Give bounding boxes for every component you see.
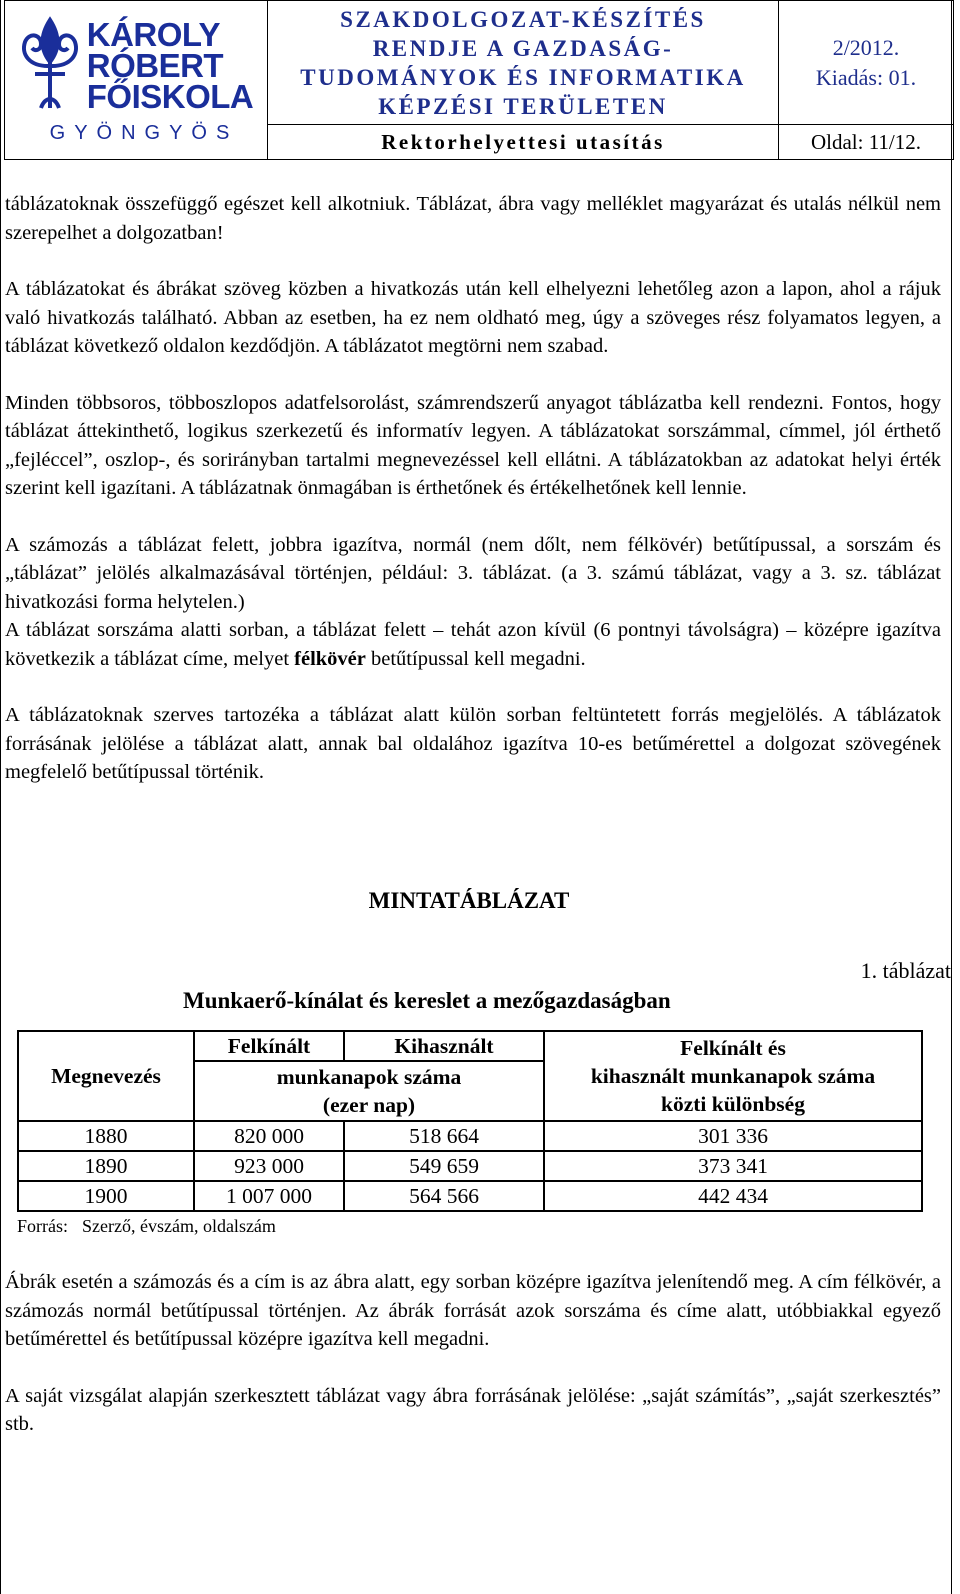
cell-difference: 373 341 <box>544 1151 922 1181</box>
cell-year: 1890 <box>18 1151 194 1181</box>
paragraph: A számozás a táblázat felett, jobbra igazítva, normál (nem dőlt, nem félkövér) betűtípussal, a sorszám és „táblázat” jelölés alkalmazásával történjen, például: 3. táblázat. (a 3. számú táblázat, vagy a 3. sz. táblázat hivatkozási forma helytelen.) <box>5 533 941 613</box>
table-number: 1. táblázat <box>860 958 951 983</box>
paragraph-text: betűtípussal kell megadni. <box>365 647 586 670</box>
source-label: Forrás: <box>17 1216 68 1236</box>
header-issue <box>779 1 954 125</box>
table-row <box>18 1121 922 1151</box>
table-row <box>18 1181 922 1211</box>
sample-table-heading: MINTATÁBLÁZAT <box>368 888 570 913</box>
header-title-line: SZAKDOLGOZAT-KÉSZÍTÉS <box>340 6 706 32</box>
cell-used: 564 566 <box>344 1181 544 1211</box>
paragraph: A táblázatoknak szerves tartozéka a táblázat alatt külön sorban feltüntetett forrás megjelölés. A táblázatok forrásának jelölése a táblázat alatt, annak bal oldalához igazítva 10-es betűmérettel a dolgozat szövegének megfelelő betűtípussal történik. <box>5 704 941 783</box>
table-source <box>17 1216 276 1237</box>
header-offered: Felkínált <box>194 1031 344 1061</box>
fleur-de-lis-icon <box>19 16 81 116</box>
paragraph: táblázatoknak összefüggő egészet kell alkotniuk. Táblázat, ábra vagy melléklet magyarázat és utalás nélkül nem szerepelhet a dolgozatban! <box>5 193 941 244</box>
document-body-lower <box>5 1268 941 1467</box>
header-title-line: KÉPZÉSI TERÜLETEN <box>378 93 668 119</box>
header-title-line: RENDJE A GAZDASÁG- <box>372 35 674 61</box>
paragraph <box>5 616 941 673</box>
document-number: 2/2012. <box>832 34 900 60</box>
document-body <box>5 190 941 815</box>
header-title-line: TUDOMÁNYOK ÉS INFORMATIKA <box>300 64 746 90</box>
bold-text: félkövér <box>294 647 366 670</box>
sample-data-table <box>17 1030 923 1212</box>
header-name: Megnevezés <box>18 1031 194 1121</box>
header-difference-line: kihasznált munkanapok száma <box>590 1064 876 1088</box>
paragraph: Ábrák esetén a számozás és a cím is az ábra alatt, egy sorban középre igazítva jelenítendő meg. A cím félkövér, a számozás normál betűtípussal történjen. Az ábrák forrását azok sorszáma és címe alatt, utóbbiakkal egyező betűmérettel és betűtípussal középre igazítva kell megadni. <box>5 1271 941 1350</box>
cell-difference: 442 434 <box>544 1181 922 1211</box>
paragraph: A saját vizsgálat alapján szerkesztett táblázat vagy ábra forrásának jelölése: „saját számítás”, „saját szerkesztés” stb. <box>5 1384 941 1435</box>
cell-year: 1880 <box>18 1121 194 1151</box>
logo-line-1: KÁROLY <box>86 16 221 53</box>
college-logo <box>5 1 267 159</box>
logo-wordmark <box>86 16 254 115</box>
cell-offered: 1 007 000 <box>194 1181 344 1211</box>
paragraph: Minden többsoros, többoszlopos adatfelsorolást, számrendszerű anyagot táblázatba kell rendezni. Fontos, hogy táblázat áttekinthető, logikus szerkezetű és informatív legyen. A táblázatokat sorszámmal, címmel, jól érthető „fejléccel”, oszlop-, és sorirányban tartalmi megnevezéssel kell ellátni. A táblázatokban az adatokat helyi érték szerint kell igazítani. A táblázatnak önmagában is érthetőnek és értékelhetőnek kell lennie. <box>5 391 941 499</box>
paragraph: A táblázatokat és ábrákat szöveg közben a hivatkozás után kell elhelyezni lehetőleg azon a lapon, ahol a rájuk való hivatkozás található. Abban az esetben, ha ez nem oldható meg, úgy a szöveges rész folyamatos legyen, a táblázat következő oldalon kezdődjön. A táblázatot megtörni nem szabad. <box>5 278 941 357</box>
cell-offered: 820 000 <box>194 1121 344 1151</box>
header-difference <box>544 1031 922 1121</box>
cell-used: 549 659 <box>344 1151 544 1181</box>
header-subtitle: Rektorhelyettesi utasítás <box>268 125 779 160</box>
document-header <box>4 0 954 160</box>
logo-line-2: RÓBERT <box>86 47 224 84</box>
table-title: Munkaerő-kínálat és kereslet a mezőgazdaságban <box>183 988 671 1013</box>
logo-line-3: FŐISKOLA <box>86 78 254 115</box>
logo-city: GYÖNGYÖS <box>49 121 239 144</box>
header-workdays-line: munkanapok száma <box>276 1065 462 1089</box>
cell-used: 518 664 <box>344 1121 544 1151</box>
paragraph-text: A táblázat sorszáma alatti sorban, a táblázat felett – tehát azon kívül (6 pontnyi távolságra) – középre igazítva következik a táblázat címe, melyet <box>5 619 941 670</box>
cell-difference: 301 336 <box>544 1121 922 1151</box>
header-unit: (ezer nap) <box>322 1093 416 1117</box>
cell-year: 1900 <box>18 1181 194 1211</box>
header-used: Kihasznált <box>344 1031 544 1061</box>
header-difference-line: közti különbség <box>661 1092 805 1116</box>
page-number: Oldal: 11/12. <box>779 125 954 160</box>
source-value: Szerző, évszám, oldalszám <box>82 1216 276 1236</box>
header-workdays <box>194 1061 544 1121</box>
table-row <box>18 1151 922 1181</box>
edition-label: Kiadás: 01. <box>815 64 917 90</box>
cell-offered: 923 000 <box>194 1151 344 1181</box>
header-title <box>268 1 779 125</box>
header-difference-line: Felkínált és <box>680 1036 786 1060</box>
logo-cell <box>5 1 268 160</box>
